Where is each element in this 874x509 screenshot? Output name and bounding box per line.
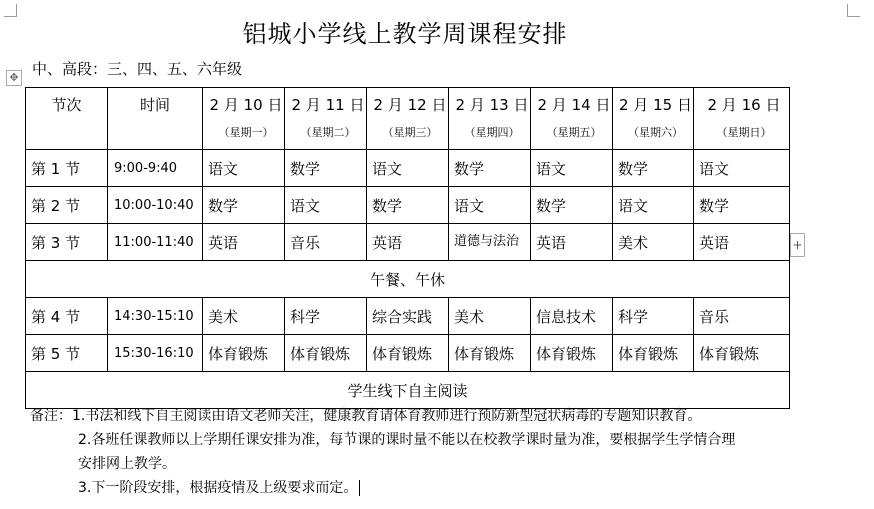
header-day[interactable]: 2 月 11 日 （星期二）	[285, 88, 367, 150]
subject-cell[interactable]: 英语	[531, 224, 613, 261]
subject-cell[interactable]: 语文	[285, 187, 367, 224]
period-cell[interactable]: 第 1 节	[26, 150, 108, 187]
subject-cell[interactable]: 数学	[449, 150, 531, 187]
plus-icon[interactable]: +	[790, 233, 805, 257]
notes-section	[30, 404, 735, 500]
subject-cell[interactable]: 数学	[694, 187, 790, 224]
time-cell[interactable]: 9:00-9:40	[108, 150, 203, 187]
page-title: 铝城小学线上教学周课程安排	[242, 20, 568, 48]
schedule-table	[25, 87, 790, 409]
subject-cell[interactable]: 体育锻炼	[613, 335, 694, 372]
table-row	[26, 187, 790, 224]
time-cell[interactable]: 15:30-16:10	[108, 335, 203, 372]
note-text: 3.下一阶段安排，根据疫情及上级要求而定。	[78, 480, 358, 496]
subject-cell[interactable]: 数学	[203, 187, 285, 224]
subject-cell[interactable]: 体育锻炼	[203, 335, 285, 372]
subject-cell[interactable]: 音乐	[694, 298, 790, 335]
header-period[interactable]: 节次	[26, 88, 108, 150]
grade-subtitle: 中、高段：三、四、五、六年级	[32, 60, 243, 78]
note-line-2[interactable]: 2.各班任课教师以上学期任课安排为准，每节课的课时量不能以在校教学课时量为准，要根据学生学情合理	[78, 432, 736, 448]
subject-cell[interactable]: 数学	[367, 187, 449, 224]
subject-cell[interactable]: 美术	[613, 224, 694, 261]
subject-cell[interactable]: 美术	[203, 298, 285, 335]
note-text: 1.书法和线下自主阅读由语文老师关注，健康教育请体育教师进行预防新型冠状病毒的专题知识教育。	[72, 408, 702, 424]
subject-cell[interactable]: 美术	[449, 298, 531, 335]
subject-cell[interactable]: 语文	[203, 150, 285, 187]
subject-cell[interactable]: 语文	[531, 150, 613, 187]
subject-cell[interactable]: 数学	[531, 187, 613, 224]
subject-cell[interactable]	[449, 224, 531, 261]
table-header-row	[26, 88, 790, 150]
header-day[interactable]: 2 月 13 日 （星期四）	[449, 88, 531, 150]
header-day[interactable]: 2 月 16 日 （星期日）	[694, 88, 790, 150]
period-cell[interactable]: 第 2 节	[26, 187, 108, 224]
subject-cell[interactable]: 英语	[367, 224, 449, 261]
subject-cell[interactable]: 科学	[613, 298, 694, 335]
move-icon[interactable]: ✥	[6, 70, 22, 86]
period-cell[interactable]: 第 3 节	[26, 224, 108, 261]
subject-cell[interactable]: 数学	[613, 150, 694, 187]
subject-cell[interactable]: 体育锻炼	[694, 335, 790, 372]
subject-cell[interactable]: 英语	[203, 224, 285, 261]
subject-cell-text: 道德与法治	[454, 234, 520, 249]
subject-cell[interactable]: 英语	[694, 224, 790, 261]
period-cell[interactable]: 第 4 节	[26, 298, 108, 335]
self-study-cell[interactable]: 学生线下自主阅读	[26, 372, 790, 409]
table-row	[26, 150, 790, 187]
header-day[interactable]: 2 月 14 日 （星期五）	[531, 88, 613, 150]
lunch-row	[26, 261, 790, 298]
text-cursor	[359, 480, 360, 496]
subject-cell[interactable]: 语文	[694, 150, 790, 187]
subject-cell[interactable]: 体育锻炼	[285, 335, 367, 372]
subject-cell[interactable]: 体育锻炼	[367, 335, 449, 372]
time-cell[interactable]: 10:00-10:40	[108, 187, 203, 224]
table-row	[26, 335, 790, 372]
subject-cell[interactable]: 音乐	[285, 224, 367, 261]
subject-cell[interactable]: 数学	[285, 150, 367, 187]
note-line-3[interactable]	[30, 476, 735, 500]
lunch-cell[interactable]: 午餐、午休	[26, 261, 790, 298]
header-time[interactable]: 时间	[108, 88, 203, 150]
table-row	[26, 298, 790, 335]
subject-cell[interactable]: 综合实践	[367, 298, 449, 335]
time-cell[interactable]: 14:30-15:10	[108, 298, 203, 335]
period-cell[interactable]: 第 5 节	[26, 335, 108, 372]
note-line-2-cont[interactable]: 安排网上教学。	[78, 456, 176, 472]
header-day[interactable]: 2 月 12 日 （星期三）	[367, 88, 449, 150]
notes-label: 备注：	[30, 408, 72, 424]
subject-cell[interactable]: 信息技术	[531, 298, 613, 335]
subject-cell[interactable]: 体育锻炼	[531, 335, 613, 372]
note-line-1[interactable]	[30, 404, 735, 428]
subject-cell[interactable]: 语文	[367, 150, 449, 187]
self-study-row	[26, 372, 790, 409]
page-corner-mark-right	[847, 4, 860, 17]
subject-cell[interactable]: 语文	[613, 187, 694, 224]
subject-cell[interactable]: 体育锻炼	[449, 335, 531, 372]
subject-cell[interactable]: 科学	[285, 298, 367, 335]
header-day[interactable]: 2 月 10 日 （星期一）	[203, 88, 285, 150]
header-day[interactable]: 2 月 15 日 （星期六）	[613, 88, 694, 150]
subject-cell[interactable]: 语文	[449, 187, 531, 224]
time-cell[interactable]: 11:00-11:40	[108, 224, 203, 261]
table-row	[26, 224, 790, 261]
